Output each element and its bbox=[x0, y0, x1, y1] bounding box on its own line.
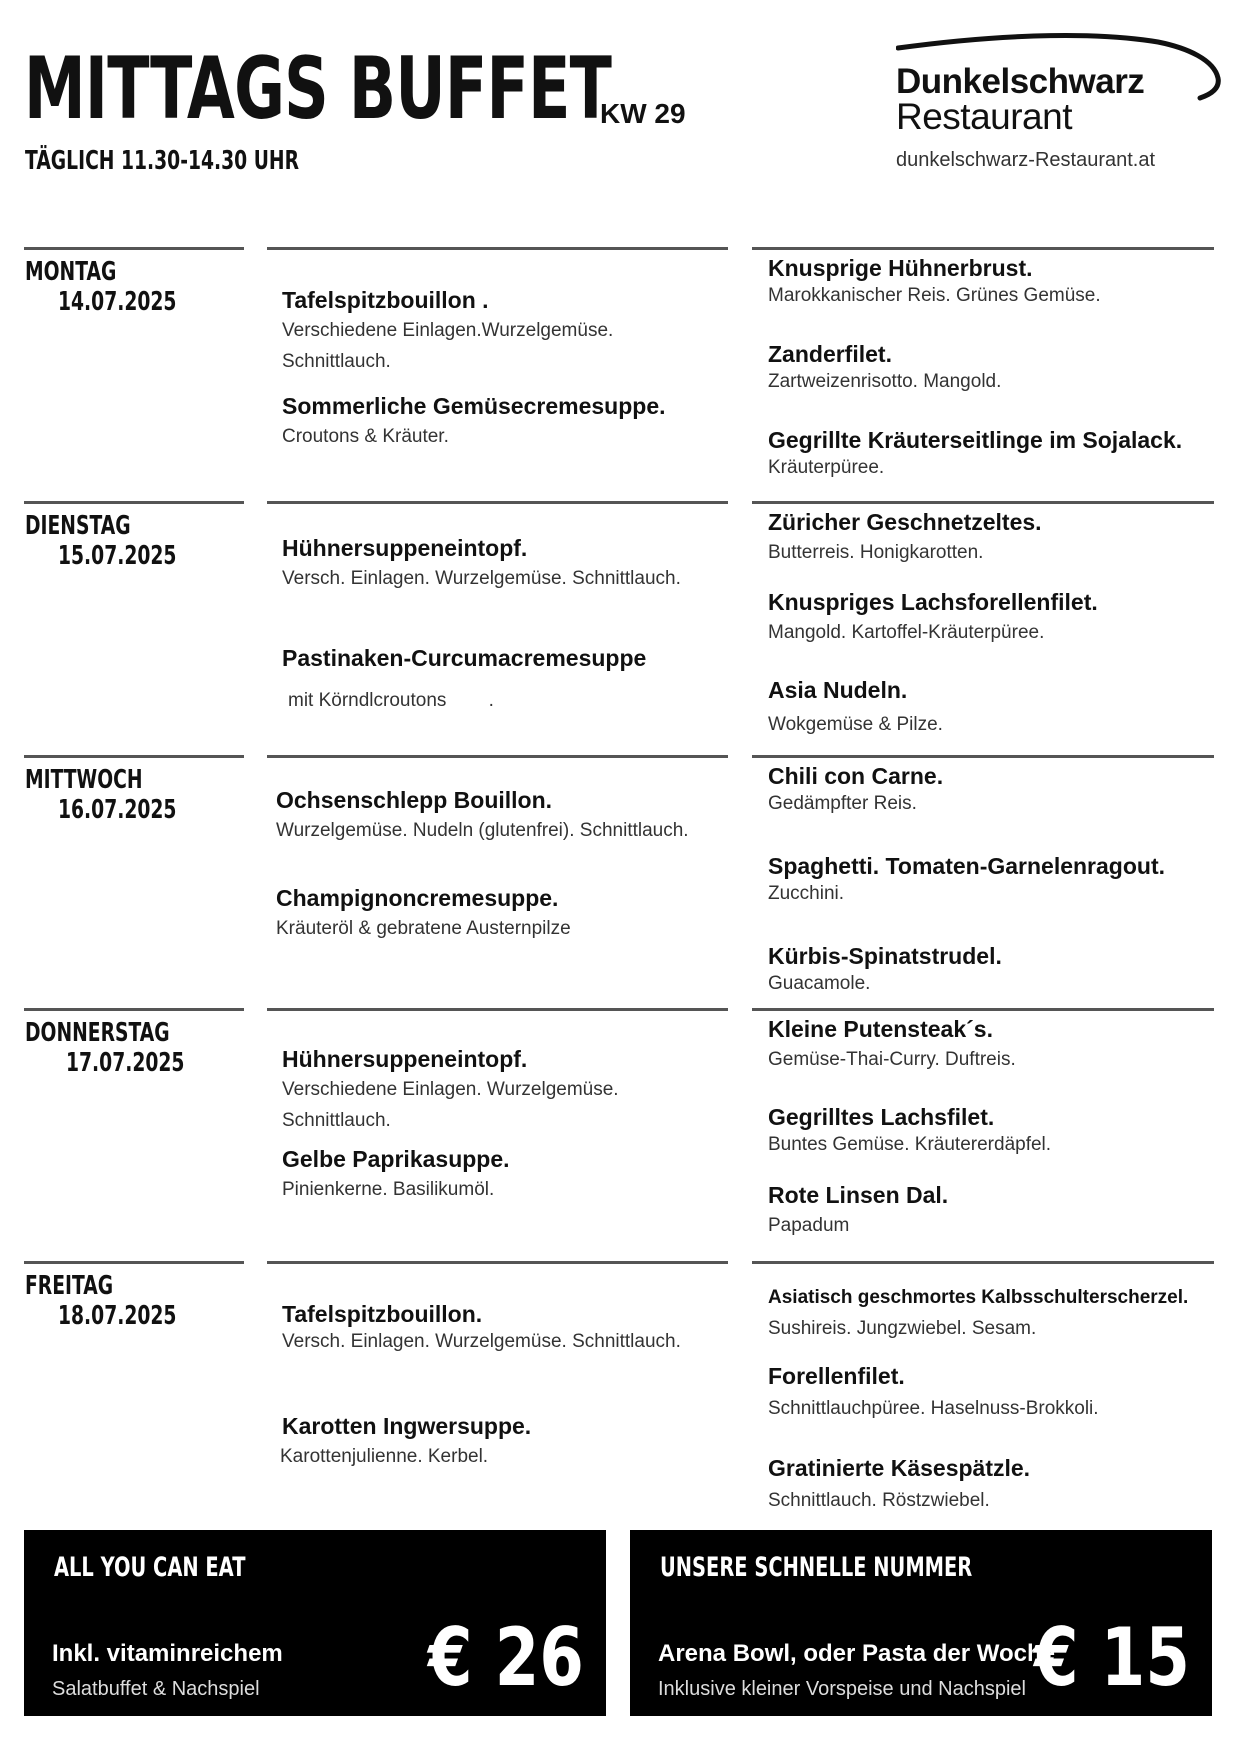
website-link[interactable]: dunkelschwarz-Restaurant.at bbox=[896, 149, 1156, 171]
dish-description: Zartweizenrisotto. Mangold. bbox=[768, 371, 1002, 392]
box-title: ALL YOU CAN EAT bbox=[54, 1552, 246, 1583]
divider bbox=[24, 501, 244, 504]
dish-name: Hühnersuppeneintopf. bbox=[282, 535, 528, 561]
dish-name: Rote Linsen Dal. bbox=[768, 1182, 949, 1208]
divider bbox=[24, 755, 244, 758]
main-dish-item bbox=[768, 253, 1228, 309]
dish-description: Gemüse-Thai-Curry. Duftreis. bbox=[768, 1049, 1016, 1070]
dish-description: Schnittlauchpüree. Haselnuss-Brokkoli. bbox=[768, 1398, 1099, 1419]
main-dish-item bbox=[768, 425, 1228, 481]
main-dish-item bbox=[768, 339, 1228, 395]
dish-description: Wurzelgemüse. Nudeln (glutenfrei). Schnittlauch. bbox=[276, 820, 689, 841]
main-dish-item bbox=[768, 1453, 1228, 1516]
dish-name: Asiatisch geschmortes Kalbsschulterscherzel. bbox=[768, 1287, 1189, 1308]
dish-description: Butterreis. Honigkarotten. bbox=[768, 542, 984, 563]
dish-description: Kräuteröl & gebratene Austernpilze bbox=[276, 918, 571, 939]
divider bbox=[267, 1008, 728, 1011]
dish-description: Schnittlauch. bbox=[282, 1110, 391, 1131]
dish-name: Gegrillte Kräuterseitlinge im Sojalack. bbox=[768, 427, 1183, 453]
soup-item bbox=[276, 785, 726, 846]
soup-item bbox=[282, 533, 732, 594]
price: € 26 bbox=[428, 1611, 584, 1704]
dish-name: Tafelspitzbouillon. bbox=[282, 1301, 483, 1327]
divider bbox=[24, 1261, 244, 1264]
divider bbox=[752, 1261, 1214, 1264]
dish-name: Gelbe Paprikasuppe. bbox=[282, 1146, 510, 1172]
dish-description: Buntes Gemüse. Kräutererdäpfel. bbox=[768, 1134, 1052, 1155]
day-date: 18.07.2025 bbox=[58, 1301, 177, 1331]
soup-item bbox=[282, 391, 732, 452]
box-subline: Salatbuffet & Nachspiel bbox=[52, 1678, 260, 1700]
dish-name: Ochsenschlepp Bouillon. bbox=[276, 787, 553, 813]
main-dish-item bbox=[768, 851, 1228, 907]
dish-description: Papadum bbox=[768, 1215, 850, 1236]
dish-description: Karottenjulienne. Kerbel. bbox=[280, 1446, 489, 1467]
restaurant-logo bbox=[896, 28, 1226, 178]
main-dish-item bbox=[768, 507, 1228, 568]
dish-name: Kleine Putensteak´s. bbox=[768, 1016, 993, 1042]
price: € 15 bbox=[1034, 1611, 1190, 1704]
dish-description: Marokkanischer Reis. Grünes Gemüse. bbox=[768, 285, 1101, 306]
dish-description: Schnittlauch. bbox=[282, 351, 391, 372]
calendar-week: KW 29 bbox=[600, 98, 686, 129]
day-name: MITTWOCH bbox=[25, 765, 143, 795]
soup-item bbox=[282, 1044, 732, 1136]
main-dish-item bbox=[768, 1014, 1228, 1075]
dish-description: Kräuterpüree. bbox=[768, 457, 885, 478]
divider bbox=[752, 501, 1214, 504]
soup-item bbox=[282, 1411, 732, 1472]
dish-description: Sushireis. Jungzwiebel. Sesam. bbox=[768, 1318, 1037, 1339]
divider bbox=[267, 755, 728, 758]
soup-item bbox=[282, 643, 732, 716]
soup-item bbox=[282, 1144, 732, 1205]
dish-description: Gedämpfter Reis. bbox=[768, 793, 917, 814]
dish-description: Schnittlauch. Röstzwiebel. bbox=[768, 1490, 990, 1511]
day-section-friday bbox=[0, 1261, 1240, 1515]
dish-description: Wokgemüse & Pilze. bbox=[768, 714, 943, 735]
divider bbox=[752, 1008, 1214, 1011]
dish-description: Croutons & Kräuter. bbox=[282, 426, 449, 447]
dish-name: Knuspriges Lachsforellenfilet. bbox=[768, 589, 1098, 615]
divider bbox=[267, 247, 728, 250]
day-name: DONNERSTAG bbox=[25, 1018, 170, 1048]
main-dish-item bbox=[768, 1102, 1228, 1158]
day-name: FREITAG bbox=[25, 1271, 114, 1301]
dish-name: Züricher Geschnetzeltes. bbox=[768, 509, 1042, 535]
soup-item bbox=[282, 1299, 732, 1355]
dish-description: Verschiedene Einlagen.Wurzelgemüse. bbox=[282, 320, 614, 341]
dish-description: Mangold. Kartoffel-Kräuterpüree. bbox=[768, 622, 1045, 643]
main-dish-item bbox=[768, 675, 1228, 740]
divider bbox=[267, 1261, 728, 1264]
soup-item bbox=[276, 883, 726, 944]
dish-name: Karotten Ingwersuppe. bbox=[282, 1413, 532, 1439]
dish-name: Tafelspitzbouillon . bbox=[282, 287, 489, 313]
dish-name: Gratinierte Käsespätzle. bbox=[768, 1455, 1031, 1481]
day-section-wednesday bbox=[0, 755, 1240, 1009]
divider bbox=[24, 247, 244, 250]
dish-name: Pastinaken-Curcumacremesuppe bbox=[282, 645, 647, 671]
divider bbox=[24, 1008, 244, 1011]
box-headline: Inkl. vitaminreichem bbox=[52, 1640, 283, 1667]
dish-name: Zanderfilet. bbox=[768, 341, 892, 367]
day-section-monday bbox=[0, 247, 1240, 501]
main-dish-item bbox=[768, 1283, 1228, 1344]
dish-name: Gegrilltes Lachsfilet. bbox=[768, 1104, 995, 1130]
day-section-thursday bbox=[0, 1008, 1240, 1262]
opening-hours: TÄGLICH 11.30-14.30 UHR bbox=[25, 146, 299, 176]
soup-item bbox=[282, 285, 732, 377]
dish-name: Asia Nudeln. bbox=[768, 677, 908, 703]
dish-name: Sommerliche Gemüsecremesuppe. bbox=[282, 393, 666, 419]
main-dish-item bbox=[768, 761, 1228, 817]
day-date: 14.07.2025 bbox=[58, 287, 177, 317]
dish-description: Verschiedene Einlagen. Wurzelgemüse. bbox=[282, 1079, 619, 1100]
dish-name: Kürbis-Spinatstrudel. bbox=[768, 943, 1002, 969]
day-date: 16.07.2025 bbox=[58, 795, 177, 825]
dish-description: Guacamole. bbox=[768, 973, 871, 994]
dish-description: Versch. Einlagen. Wurzelgemüse. Schnittlauch. bbox=[282, 1331, 681, 1352]
dish-name: Hühnersuppeneintopf. bbox=[282, 1046, 528, 1072]
day-name: DIENSTAG bbox=[25, 511, 131, 541]
day-section-tuesday bbox=[0, 501, 1240, 755]
quick-offer-box bbox=[630, 1530, 1212, 1716]
dish-description: Zucchini. bbox=[768, 883, 845, 904]
dish-description: Pinienkerne. Basilikumöl. bbox=[282, 1179, 495, 1200]
divider bbox=[752, 247, 1214, 250]
main-dish-item bbox=[768, 587, 1228, 648]
dish-name: Forellenfilet. bbox=[768, 1363, 905, 1389]
dish-description: Versch. Einlagen. Wurzelgemüse. Schnittlauch. bbox=[282, 568, 681, 589]
day-date: 15.07.2025 bbox=[58, 541, 177, 571]
divider bbox=[752, 755, 1214, 758]
main-dish-item bbox=[768, 1361, 1228, 1424]
dish-name: Chili con Carne. bbox=[768, 763, 944, 789]
day-date: 17.07.2025 bbox=[66, 1048, 185, 1078]
box-headline: Arena Bowl, oder Pasta der Woche bbox=[658, 1640, 1055, 1667]
logo-subtitle: Restaurant bbox=[896, 96, 1072, 137]
dish-name: Knusprige Hühnerbrust. bbox=[768, 255, 1033, 281]
main-dish-item bbox=[768, 1180, 1228, 1241]
main-dish-item bbox=[768, 941, 1228, 997]
dish-name: Spaghetti. Tomaten-Garnelenragout. bbox=[768, 853, 1165, 879]
dish-description: mit Körndlcroutons . bbox=[288, 690, 494, 711]
box-title: UNSERE SCHNELLE NUMMER bbox=[660, 1552, 973, 1583]
all-you-can-eat-box bbox=[24, 1530, 606, 1716]
divider bbox=[267, 501, 728, 504]
day-name: MONTAG bbox=[25, 257, 117, 287]
page-title: MITTAGS BUFFET bbox=[24, 39, 612, 139]
dish-name: Champignoncremesuppe. bbox=[276, 885, 559, 911]
logo-name: Dunkelschwarz bbox=[896, 62, 1145, 101]
box-subline: Inklusive kleiner Vorspeise und Nachspiel bbox=[658, 1678, 1026, 1700]
